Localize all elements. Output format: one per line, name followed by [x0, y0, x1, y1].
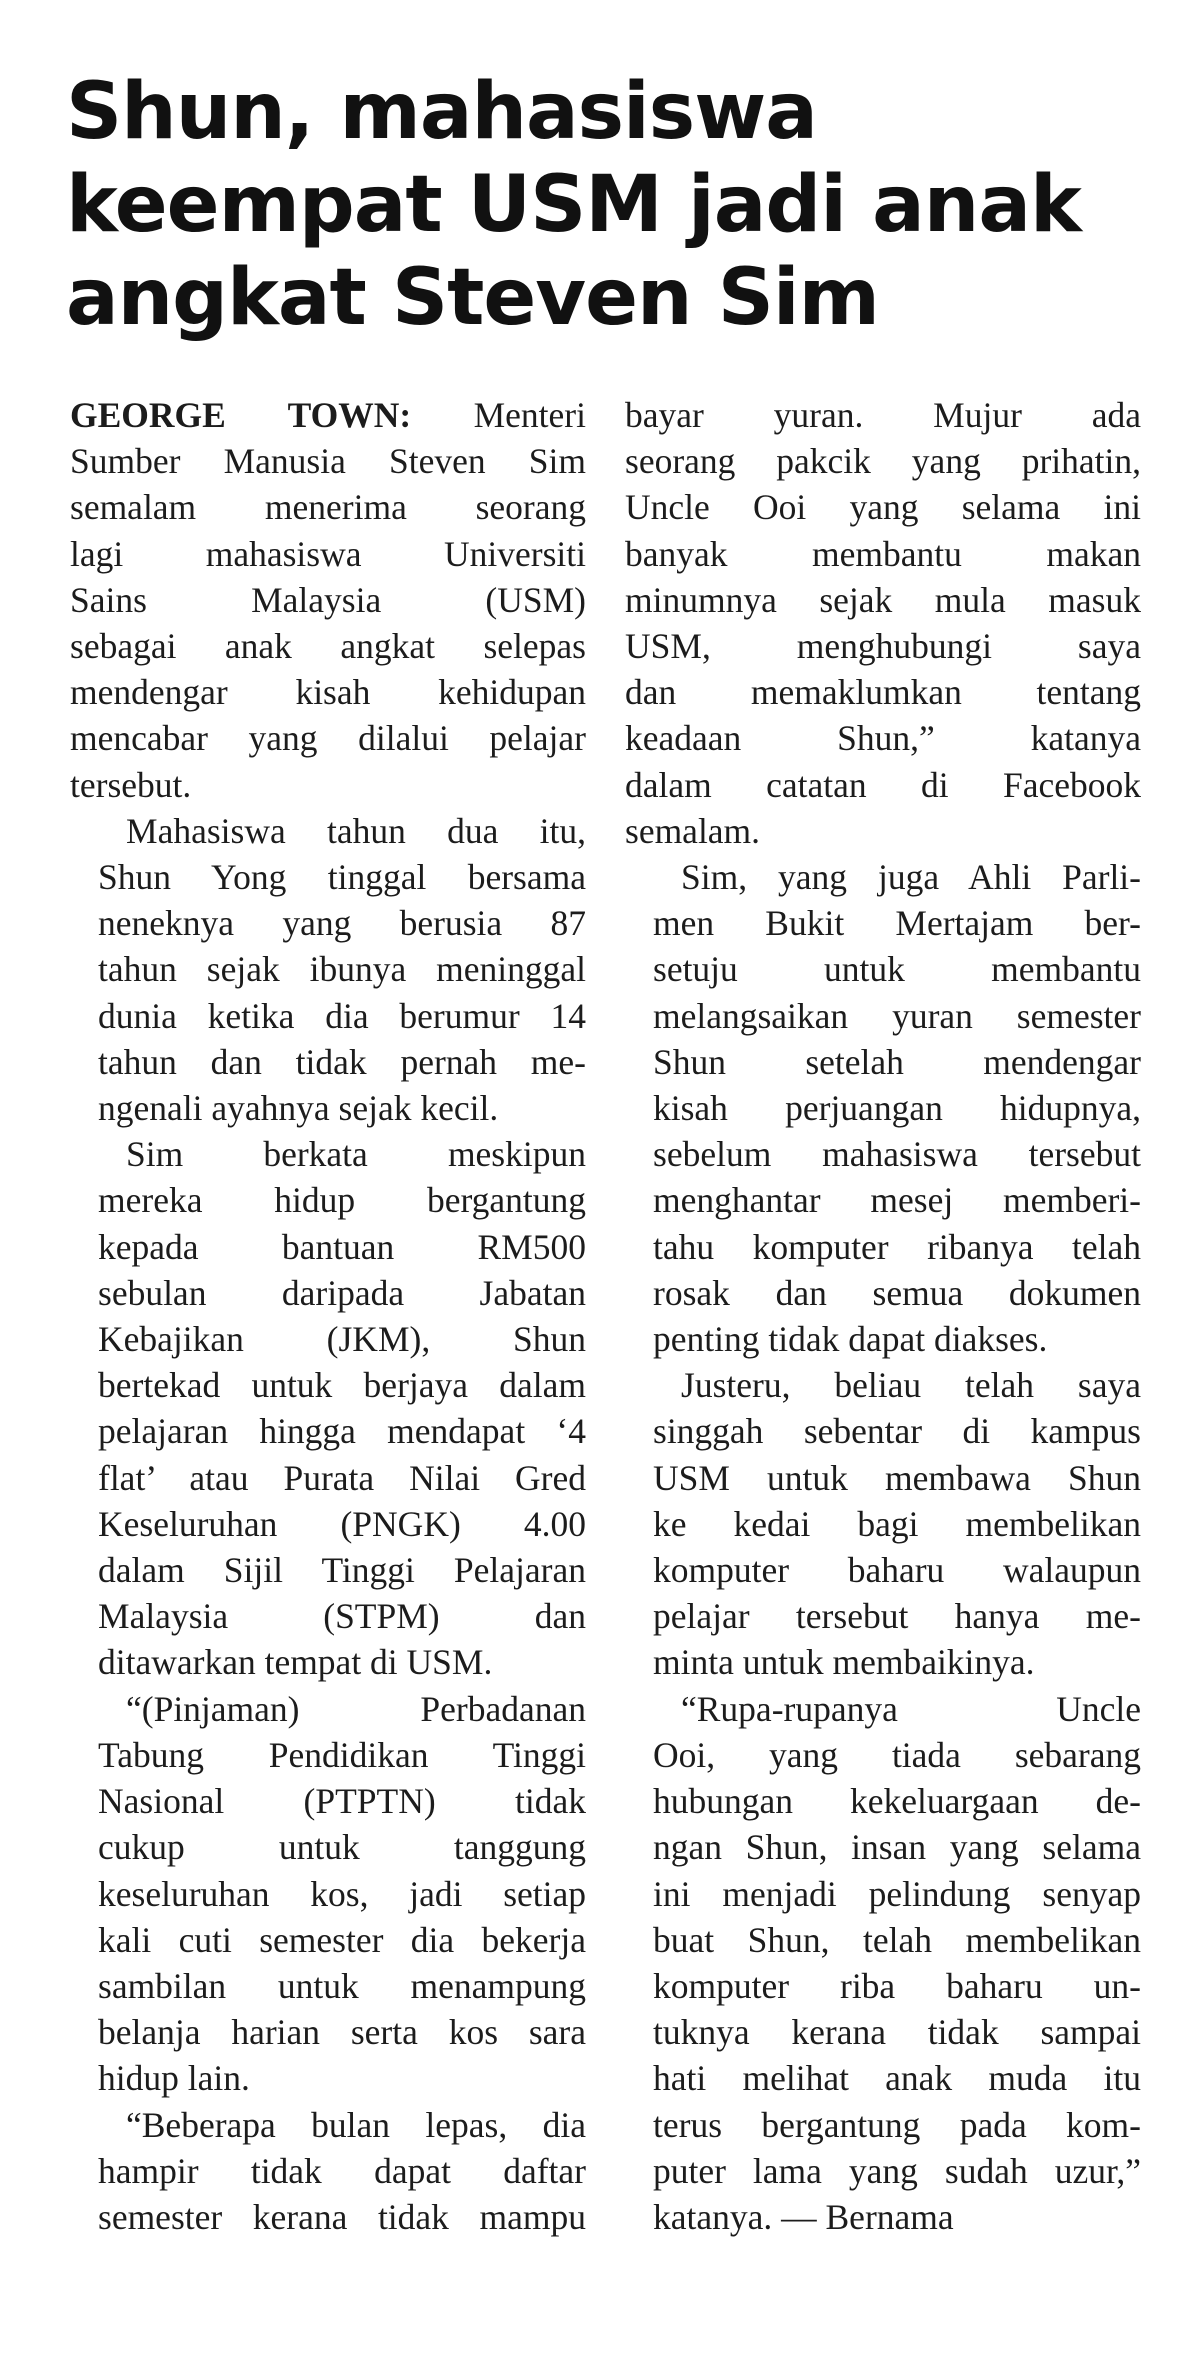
article-text-line: “Rupa-rupanya Uncle [681, 1688, 1141, 1729]
article-text-line: tahun sejak ibunya meninggal [98, 949, 586, 990]
article-text-line: Justeru, beliau telah saya [681, 1365, 1141, 1406]
article-text-line: lagi mahasiswa Universiti [70, 533, 586, 574]
article-text-line [70, 392, 586, 438]
article-text-line: bertekad untuk berjaya dalam [98, 1365, 586, 1406]
article-text-line: Nasional (PTPTN) tidak [98, 1781, 586, 1822]
article-text-line: hidup lain. [98, 2058, 250, 2099]
article-text-line: buat Shun, telah membelikan [653, 1919, 1141, 1960]
article-text-line: Ooi, yang tiada sebarang [653, 1734, 1141, 1775]
article-paragraph [70, 1686, 586, 2102]
article-text-line: katanya. — Bernama [653, 2196, 954, 2237]
article-text-line: dunia ketika dia berumur 14 [98, 995, 586, 1036]
article-text-line: sebulan daripada Jabatan [98, 1272, 586, 1313]
article-text-line: setuju untuk membantu [653, 949, 1141, 990]
article-text-line: Shun setelah mendengar [653, 1041, 1141, 1082]
article-text-line: tahu komputer ribanya telah [653, 1226, 1141, 1267]
article-headline [66, 66, 1146, 345]
article-paragraph [625, 1362, 1141, 1685]
article-text-line: men Bukit Mertajam ber- [653, 903, 1141, 944]
article-column-right [625, 392, 1141, 2240]
headline-line: keempat USM jadi anak [66, 160, 1081, 250]
article-paragraph [70, 392, 586, 808]
article-text-line: Mahasiswa tahun dua itu, [126, 810, 586, 851]
article-text-line: “(Pinjaman) Perbadanan [126, 1688, 586, 1729]
article-text-line: banyak membantu makan [625, 533, 1141, 574]
article-text-line: mencabar yang dilalui pelajar [70, 718, 586, 759]
article-text-line: Sim, yang juga Ahli Parli- [681, 857, 1141, 898]
dateline-text: Menteri [473, 395, 586, 435]
article-text-line: kisah perjuangan hidupnya, [653, 1088, 1141, 1129]
article-text-line: USM untuk membawa Shun [653, 1457, 1141, 1498]
article-text-line: semester kerana tidak mampu [98, 2196, 586, 2237]
article-text-line: Keseluruhan (PNGK) 4.00 [98, 1503, 586, 1544]
article-paragraph [625, 392, 1141, 854]
article-text-line: sambilan untuk menampung [98, 1965, 586, 2006]
article-paragraph [70, 1131, 586, 1685]
article-paragraph [70, 808, 586, 1131]
article-text-line: hampir tidak dapat daftar [98, 2150, 586, 2191]
dateline: GEORGE TOWN: [70, 395, 412, 435]
article-text-line: ngan Shun, insan yang selama [653, 1827, 1141, 1868]
article-text-line: Shun Yong tinggal bersama [98, 857, 586, 898]
article-text-line: ke kedai bagi membelikan [653, 1503, 1141, 1544]
article-paragraph [625, 1686, 1141, 2240]
article-text-line: ini menjadi pelindung senyap [653, 1873, 1141, 1914]
article-text-line: belanja harian serta kos sara [98, 2012, 586, 2053]
article-text-line: kali cuti semester dia bekerja [98, 1919, 586, 1960]
article-text-line: sebagai anak angkat selepas [70, 626, 586, 667]
article-column-left [70, 392, 586, 2240]
article-text-line: “Beberapa bulan lepas, dia [126, 2104, 586, 2145]
article-text-line: Sains Malaysia (USM) [70, 579, 586, 620]
article-text-line: tersebut. [70, 764, 192, 805]
article-text-line: kepada bantuan RM500 [98, 1226, 586, 1267]
article-text-line: dalam catatan di Facebook [625, 764, 1141, 805]
article-text-line: puter lama yang sudah uzur,” [653, 2150, 1141, 2191]
article-text-line: hati melihat anak muda itu [653, 2058, 1141, 2099]
article-text-line: Tabung Pendidikan Tinggi [98, 1734, 586, 1775]
article-text-line: Kebajikan (JKM), Shun [98, 1319, 586, 1360]
article-text-line: flat’ atau Purata Nilai Gred [98, 1457, 586, 1498]
article-text-line: Sim berkata meskipun [126, 1134, 586, 1175]
article-text-line: ditawarkan tempat di USM. [98, 1642, 493, 1683]
article-text-line: tahun dan tidak pernah me- [98, 1041, 586, 1082]
article-text-line: komputer baharu walaupun [653, 1550, 1141, 1591]
headline-line: angkat Steven Sim [66, 253, 879, 343]
article-text-line: sebelum mahasiswa tersebut [653, 1134, 1141, 1175]
article-text-line: tuknya kerana tidak sampai [653, 2012, 1141, 2053]
article-text-line: dan memaklumkan tentang [625, 672, 1141, 713]
article-text-line: rosak dan semua dokumen [653, 1272, 1141, 1313]
article-text-line: melangsaikan yuran semester [653, 995, 1141, 1036]
article-text-line: hubungan kekeluargaan de- [653, 1781, 1141, 1822]
article-text-line: mereka hidup bergantung [98, 1180, 586, 1221]
article-text-line: semalam. [625, 810, 761, 851]
article-text-line: mendengar kisah kehidupan [70, 672, 586, 713]
article-text-line: cukup untuk tanggung [98, 1827, 586, 1868]
article-text-line: Uncle Ooi yang selama ini [625, 487, 1141, 528]
article-text-line: minta untuk membaikinya. [653, 1642, 1035, 1683]
article-text-line: keadaan Shun,” katanya [625, 718, 1141, 759]
article-paragraph [70, 2102, 586, 2241]
article-text-line: semalam menerima seorang [70, 487, 586, 528]
article-text-line: neneknya yang berusia 87 [98, 903, 586, 944]
article-text-line: menghantar mesej memberi- [653, 1180, 1141, 1221]
article-text-line: seorang pakcik yang prihatin, [625, 441, 1141, 482]
article-text-line: ngenali ayahnya sejak kecil. [98, 1088, 499, 1129]
article-text-line: keseluruhan kos, jadi setiap [98, 1873, 586, 1914]
headline-line: Shun, mahasiswa [66, 67, 817, 157]
article-text-line: dalam Sijil Tinggi Pelajaran [98, 1550, 586, 1591]
article-text-line: Malaysia (STPM) dan [98, 1596, 586, 1637]
article-text-line: USM, menghubungi saya [625, 626, 1141, 667]
article-text-line: singgah sebentar di kampus [653, 1411, 1141, 1452]
article-text-line: penting tidak dapat diakses. [653, 1319, 1048, 1360]
article-text-line: Sumber Manusia Steven Sim [70, 441, 586, 482]
article-text-line: minumnya sejak mula masuk [625, 579, 1141, 620]
article-text-line: pelajaran hingga mendapat ‘4 [98, 1411, 586, 1452]
article-text-line: pelajar tersebut hanya me- [653, 1596, 1141, 1637]
article-text-line: komputer riba baharu un- [653, 1965, 1141, 2006]
article-text-line: bayar yuran. Mujur ada [625, 395, 1141, 435]
article-text-line: terus bergantung pada kom- [653, 2104, 1141, 2145]
article-paragraph [625, 854, 1141, 1362]
